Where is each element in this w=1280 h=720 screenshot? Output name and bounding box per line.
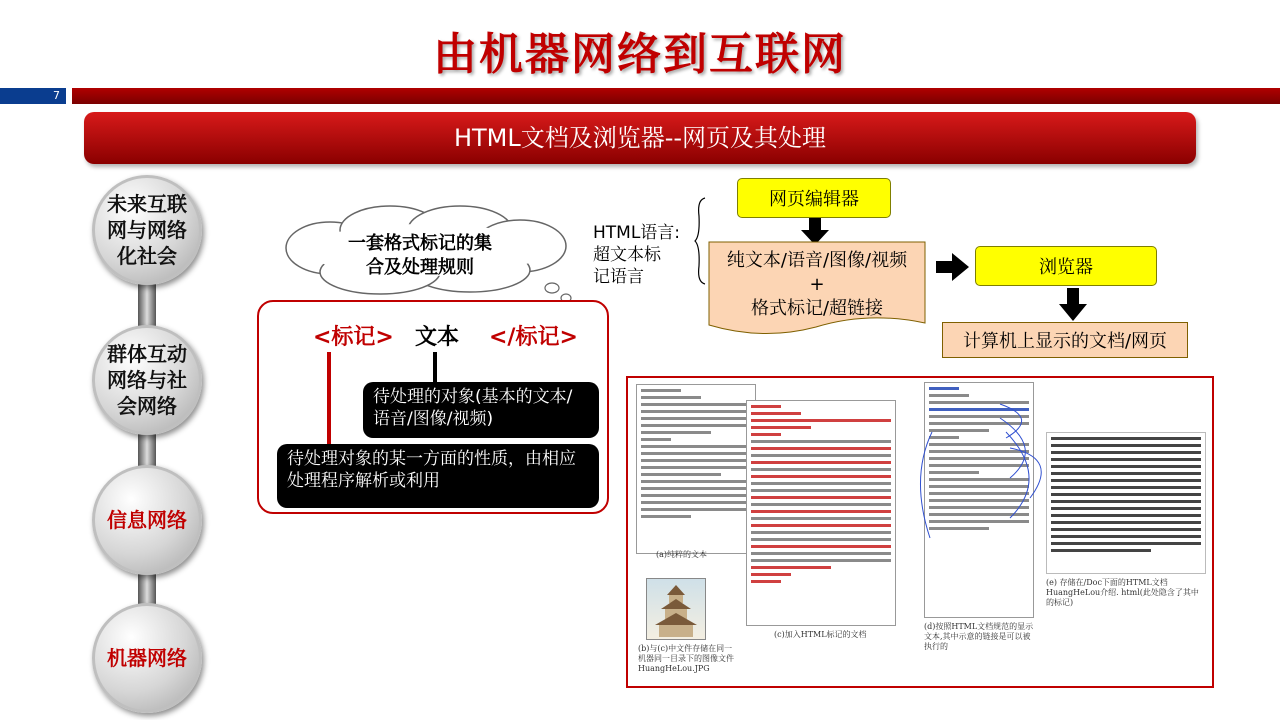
html-example-figure: [626, 376, 1214, 688]
caption-b: (b)与(c)中文件存储在同一机器同一目录下的图像文件HuangHeLou.JPG: [638, 644, 734, 673]
nav-item-machine-network[interactable]: [92, 603, 202, 713]
cloud-text: [310, 232, 530, 280]
nav-item-information-network[interactable]: [92, 465, 202, 575]
property-description: 待处理对象的某一方面的性质，由相应处理程序解析或利用: [277, 444, 599, 508]
html-lang-line: 超文本标: [593, 245, 661, 265]
nav-label-line: 网与网络: [107, 218, 187, 242]
section-banner: HTML文档及浏览器--网页及其处理: [84, 112, 1196, 164]
nav-label-line: 群体互动: [107, 342, 187, 366]
display-result-box: 计算机上显示的文档/网页: [942, 322, 1188, 358]
web-editor-box: 网页编辑器: [737, 178, 891, 218]
content-box: [708, 245, 926, 325]
plain-text-panel: [636, 384, 756, 554]
caption-d: (d)按照HTML文档规范的显示文本,其中示意的链接是可以被执行的: [924, 622, 1034, 651]
markup-structure-box: [257, 300, 609, 514]
close-tag: </标记>: [489, 325, 578, 350]
page-title: 由机器网络到互联网: [433, 29, 847, 80]
nav-label-line: 化社会: [117, 244, 177, 268]
link-arrows: [910, 388, 1050, 568]
brace-icon: [693, 196, 709, 286]
html-lang-line: HTML语言:: [593, 223, 681, 243]
nav-item-social-network[interactable]: [92, 325, 202, 435]
cloud-line: 合及处理规则: [366, 257, 474, 278]
text-pointer-line: [433, 352, 437, 384]
html-output-panel: [1046, 432, 1206, 574]
html-language-definition: [593, 222, 680, 288]
right-arrow-icon: [936, 252, 970, 282]
nav-label-line: 信息网络: [107, 508, 187, 532]
caption-a: (a)纯粹的文本: [656, 550, 708, 559]
nav-label-line: 会网络: [117, 394, 177, 418]
nav-label-line: 网络与社: [107, 368, 187, 392]
browser-box: 浏览器: [975, 246, 1157, 286]
content-line: 纯文本/语音/图像/视频: [726, 250, 908, 271]
header-rule: [72, 88, 1280, 104]
down-arrow-icon: [1058, 288, 1088, 322]
caption-e: (e) 存储在/Doc下面的HTML文档HuangHeLou介绍. html(此处隐含了其中的标记): [1046, 578, 1199, 607]
slide-header-bar: [0, 88, 1280, 104]
nav-label-line: 未来互联: [107, 192, 187, 216]
slide-number: 7: [0, 88, 66, 104]
object-description: 待处理的对象(基本的文本/语音/图像/视频): [363, 382, 599, 438]
tag-pointer-line: [327, 352, 331, 446]
content-text: 文本: [415, 325, 460, 350]
nav-item-future-internet[interactable]: [92, 175, 202, 285]
content-line: 格式标记/超链接: [750, 298, 884, 319]
html-lang-line: 记语言: [593, 267, 644, 287]
pagoda-image: [646, 578, 706, 640]
content-plus: +: [809, 274, 825, 295]
caption-c: (c)加入HTML标记的文档: [774, 630, 867, 639]
nav-label-line: 机器网络: [107, 646, 187, 670]
html-markup-panel: [746, 400, 896, 626]
cloud-line: 一套格式标记的集: [348, 233, 492, 254]
open-tag: <标记>: [313, 325, 394, 350]
